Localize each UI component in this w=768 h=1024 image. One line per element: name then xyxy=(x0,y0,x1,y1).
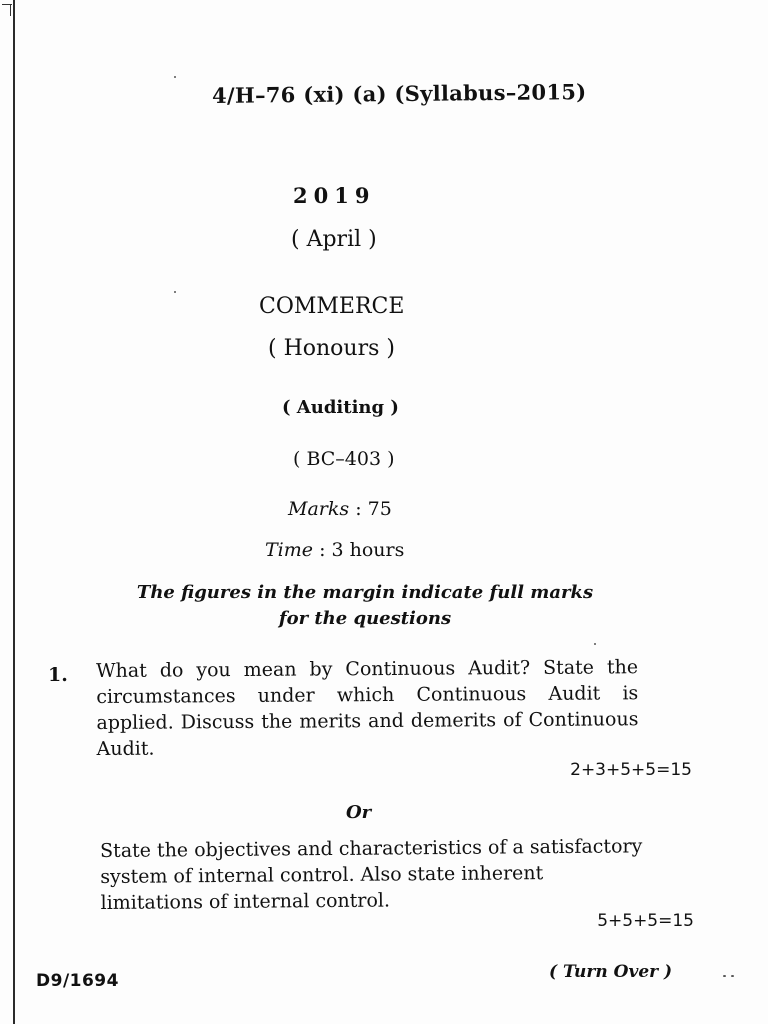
footer-paper-code: D9/1694 xyxy=(36,971,119,991)
scan-speck xyxy=(723,975,726,977)
scan-speck xyxy=(174,76,176,78)
exam-month: ( April ) xyxy=(291,227,377,252)
time-value: : 3 hours xyxy=(319,539,405,561)
paper-code: 4/H–76 (xi) (a) (Syllabus–2015) xyxy=(211,79,587,108)
paper-name: ( Auditing ) xyxy=(282,397,399,418)
course-level: ( Honours ) xyxy=(268,336,395,361)
question-marks: 2+3+5+5=15 xyxy=(570,760,692,780)
course-code: ( BC–403 ) xyxy=(293,448,395,470)
time-label: Time xyxy=(265,539,314,561)
scan-speck xyxy=(174,291,176,293)
instructions xyxy=(100,580,630,632)
subject-title: COMMERCE xyxy=(259,294,405,319)
page-edge-line xyxy=(13,0,15,1024)
exam-year: 2019 xyxy=(293,183,376,208)
corner-mark-vertical xyxy=(10,4,11,16)
time-allowed xyxy=(265,539,404,561)
instructions-line-2: for the questions xyxy=(278,608,452,629)
scan-speck xyxy=(594,643,596,645)
alternative-question-text: State the objectives and characteristics of a satisfactory system of internal control. Also state inherent limitations of internal control. xyxy=(100,835,643,914)
question-text: What do you mean by Continuous Audit? State the circumstances under which Continuous Audit is applied. Discuss the merits and demerits of Continuous Audit. xyxy=(96,656,639,760)
scan-speck xyxy=(731,975,734,977)
marks-value: : 75 xyxy=(355,498,392,520)
alternative-question-marks: 5+5+5=15 xyxy=(597,911,694,931)
question-number: 1. xyxy=(48,664,68,686)
full-marks xyxy=(288,498,392,520)
instructions-line-1: The figures in the margin indicate full marks xyxy=(136,582,594,603)
or-separator: Or xyxy=(346,802,372,823)
marks-label: Marks xyxy=(288,498,350,520)
turn-over-note: ( Turn Over ) xyxy=(549,962,673,982)
